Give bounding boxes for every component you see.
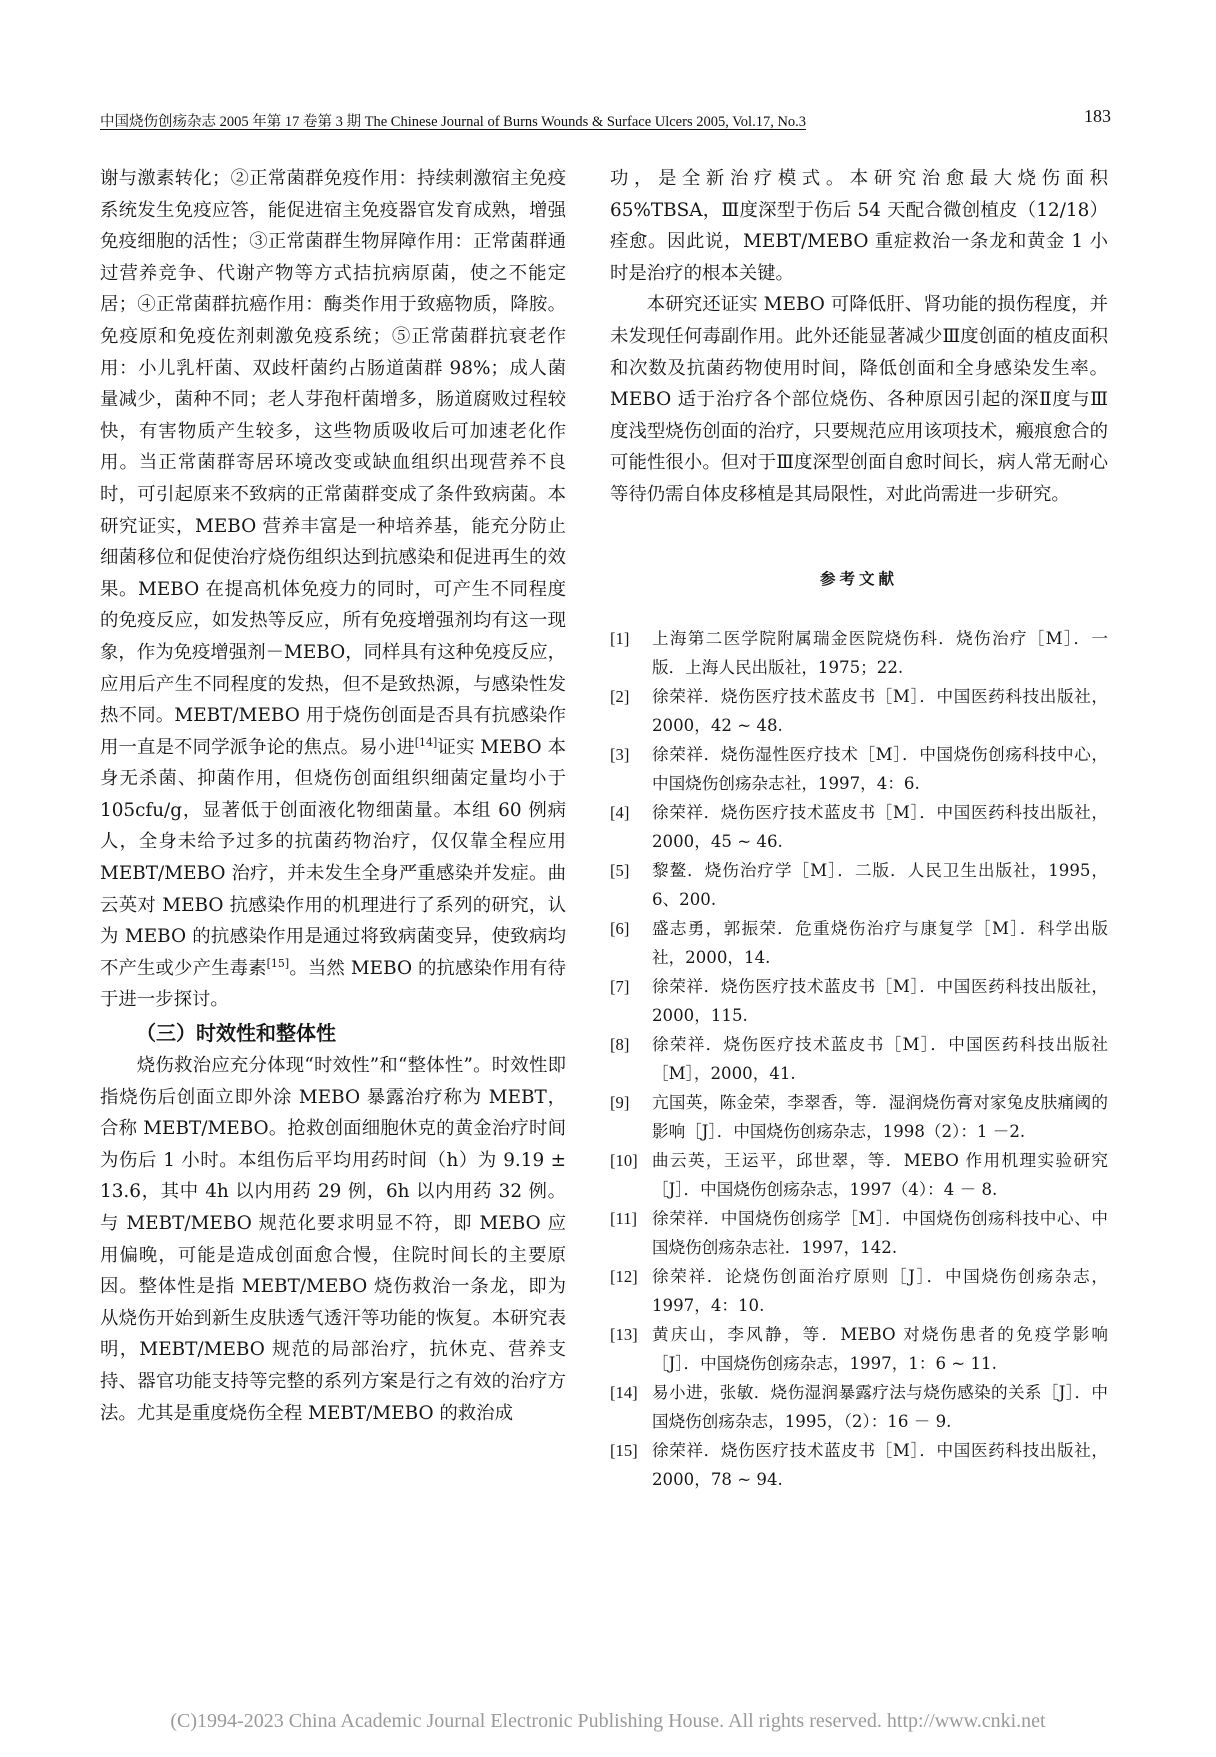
reference-item bbox=[610, 1320, 1108, 1378]
reference-text: 徐荣祥．论烧伤创面治疗原则［J］．中国烧伤创疡杂志，1997，4：10. bbox=[652, 1267, 1108, 1316]
citation-marker: [14] bbox=[414, 735, 438, 749]
reference-number: [1] bbox=[610, 629, 630, 649]
reference-number: [4] bbox=[610, 803, 630, 823]
reference-text: 徐荣祥．烧伤湿性医疗技术［M］．中国烧伤创疡科技中心，中国烧伤创疡杂志社，1997，4：6. bbox=[652, 745, 1108, 794]
reference-item bbox=[610, 740, 1108, 798]
reference-number: [2] bbox=[610, 687, 630, 707]
body-paragraph: 本研究还证实 MEBO 可降低肝、肾功能的损伤程度，并未发现任何毒副作用。此外还能显著减少Ⅲ度创面的植皮面积和次数及抗菌药物使用时间，降低创面和全身感染发生率。MEBO 适于治疗各个部位烧伤、各种原因引起的深Ⅱ度与Ⅲ度浅型烧伤创面的治疗，只要规范应用该项技术，瘢痕愈合的可能性很小。但对于Ⅲ度深型创面自愈时间长，病人常无耐心等待仍需自体皮移植是其局限性，对此尚需进一步研究。 bbox=[610, 294, 1108, 505]
body-paragraph bbox=[100, 163, 566, 1016]
body-text: 。当然 MEBO 的抗感染作用有待于进一步探讨。 bbox=[100, 957, 566, 1011]
reference-number: [9] bbox=[610, 1093, 630, 1113]
reference-item bbox=[610, 1088, 1108, 1146]
reference-text: 黄庆山，李风静，等．MEBO 对烧伤患者的免疫学影响［J］．中国烧伤创疡杂志，1997，1：6 ~ 11. bbox=[652, 1325, 1108, 1374]
reference-number: [6] bbox=[610, 919, 630, 939]
reference-number: [8] bbox=[610, 1035, 630, 1055]
page-number: 183 bbox=[1084, 106, 1111, 126]
reference-number: [7] bbox=[610, 977, 630, 997]
reference-text: 徐荣祥．烧伤医疗技术蓝皮书［M］．中国医药科技出版社，2000，45 ~ 46. bbox=[652, 803, 1108, 852]
body-text: 证实 MEBO 本身无杀菌、抑菌作用，但烧伤创面组织细菌定量均小于 105cfu/g，显著低于创面液化物细菌量。本组 60 例病人，全身未给予过多的抗菌药物治疗，仅仅靠全程应用 MEBT/MEBO 治疗，并未发生全身严重感染并发症。曲云英对 MEBO 抗感染作用的机理进行了系列的研究，认为 MEBO 的抗感染作用是通过将致病菌变异，使致病均不产生或少产生毒素 bbox=[100, 736, 566, 979]
reference-item bbox=[610, 624, 1108, 682]
reference-number: [3] bbox=[610, 745, 630, 765]
reference-item bbox=[610, 1262, 1108, 1320]
reference-text: 徐荣祥．中国烧伤创疡学［M］．中国烧伤创疡科技中心、中国烧伤创疡杂志社．1997，142. bbox=[652, 1209, 1108, 1258]
reference-item bbox=[610, 682, 1108, 740]
references-title: 参考文献 bbox=[819, 568, 898, 588]
reference-number: [13] bbox=[610, 1325, 638, 1345]
body-paragraph: 功，是全新治疗模式。本研究治愈最大烧伤面积 65%TBSA，Ⅲ度深型于伤后 54 天配合微创植皮（12/18）痊愈。因此说，MEBT/MEBO 重症救治一条龙和黄金 1 小时是治疗的根本关键。 bbox=[610, 168, 1108, 284]
reference-number: [5] bbox=[610, 861, 630, 881]
reference-text: 盛志勇，郭振荣．危重烧伤治疗与康复学［M］．科学出版社，2000，14. bbox=[652, 919, 1108, 968]
reference-number: [10] bbox=[610, 1151, 638, 1171]
reference-item bbox=[610, 1146, 1108, 1204]
reference-item bbox=[610, 972, 1108, 1030]
reference-text: 徐荣祥．烧伤医疗技术蓝皮书［M］．中国医药科技出版社，2000，115. bbox=[652, 977, 1108, 1026]
reference-text: 易小进，张敏．烧伤湿润暴露疗法与烧伤感染的关系［J］．中国烧伤创疡杂志，1995，（2）：16 － 9. bbox=[652, 1383, 1108, 1432]
reference-text: 徐荣祥．烧伤医疗技术蓝皮书［M］．中国医药科技出版社，2000，42 ~ 48. bbox=[652, 687, 1108, 736]
reference-list bbox=[610, 624, 1108, 1494]
journal-title: 中国烧伤创疡杂志 2005 年第 17 卷第 3 期 The Chinese Journal of Burns Wounds & Surface Ulcers 2005, Vol.17, No.3 bbox=[100, 114, 807, 130]
reference-text: 亢国英，陈金荣，李翠香，等．湿润烧伤膏对家兔皮肤痛阈的影响［J］．中国烧伤创疡杂志，1998（2）：1 －2. bbox=[652, 1093, 1108, 1142]
copyright-footer: (C)1994-2023 China Academic Journal Electronic Publishing House. All rights reserved. http://www.cnki.net bbox=[170, 1710, 1046, 1732]
running-header bbox=[100, 106, 1111, 131]
reference-number: [15] bbox=[610, 1441, 638, 1461]
reference-text: 徐荣祥．烧伤医疗技术蓝皮书［M］．中国医药科技出版社，2000，78 ~ 94. bbox=[652, 1441, 1108, 1490]
reference-item bbox=[610, 1378, 1108, 1436]
right-column bbox=[610, 163, 1108, 1494]
reference-text: 徐荣祥．烧伤医疗技术蓝皮书［M］．中国医药科技出版社［M］，2000，41. bbox=[652, 1035, 1108, 1084]
body-paragraph: 烧伤救治应充分体现“时效性”和“整体性”。时效性即指烧伤后创面立即外涂 MEBO 暴露治疗称为 MEBT，合称 MEBT/MEBO。抢救创面细胞休克的黄金治疗时间为伤后 1 小时。本组伤后平均用药时间（h）为 9.19 ± 13.6，其中 4h 以内用药 29 例，6h 以内用药 32 例。与 MEBT/MEBO 规范化要求明显不符，即 MEBO 应用偏晚，可能是造成创面愈合慢，住院时间长的主要原因。整体性是指 MEBT/MEBO 烧伤救治一条龙，即为从烧伤开始到新生皮肤透气透汗等功能的恢复。本研究表明，MEBT/MEBO 规范的局部治疗，抗休克、营养支持、器官功能支持等完整的系列方案是行之有效的治疗方法。尤其是重度烧伤全程 MEBT/MEBO 的救治成 bbox=[100, 1055, 566, 1424]
reference-item bbox=[610, 914, 1108, 972]
reference-number: [14] bbox=[610, 1383, 638, 1403]
reference-item bbox=[610, 1204, 1108, 1262]
reference-text: 黎鳌．烧伤治疗学［M］．二版．人民卫生出版社，1995，6、200. bbox=[652, 861, 1108, 910]
reference-text: 上海第二医学院附属瑞金医院烧伤科．烧伤治疗［M］．一版．上海人民出版社，1975；22. bbox=[652, 629, 1108, 678]
reference-item bbox=[610, 798, 1108, 856]
body-text: 谢与激素转化；②正常菌群免疫作用：持续刺激宿主免疫系统发生免疫应答，能促进宿主免疫器官发育成熟，增强免疫细胞的活性；③正常菌群生物屏障作用：正常菌群通过营养竞争、代谢产物等方式拮抗病原菌，使之不能定居；④正常菌群抗癌作用：酶类作用于致癌物质，降胺。免疫原和免疫佐剂刺激免疫系统；⑤正常菌群抗衰老作用：小儿乳杆菌、双歧杆菌约占肠道菌群 98%；成人菌量减少，菌种不同；老人芽孢杆菌增多，肠道腐败过程较快，有害物质产生较多，这些物质吸收后可加速老化作用。当正常菌群寄居环境改变或缺血组织出现营养不良时，可引起原来不致病的正常菌群变成了条件致病菌。本研究证实，MEBO 营养丰富是一种培养基，能充分防止细菌移位和促使治疗烧伤组织达到抗感染和促进再生的效果。MEBO 在提高机体免疫力的同时，可产生不同程度的免疫反应，如发热等反应，所有免疫增强剂均有这一现象，作为免疫增强剂－MEBO，同样具有这种免疫反应，应用后产生不同程度的发热，但不是致热源，与感染性发热不同。MEBT/MEBO 用于烧伤创面是否具有抗感染作用一直是不同学派争论的焦点。易小进 bbox=[100, 168, 566, 758]
reference-item bbox=[610, 856, 1108, 914]
reference-item bbox=[610, 1436, 1108, 1494]
citation-marker: [15] bbox=[266, 956, 290, 970]
reference-text: 曲云英，王运平，邱世翠，等．MEBO 作用机理实验研究［J］．中国烧伤创疡杂志，1997（4）：4 － 8. bbox=[652, 1151, 1108, 1200]
section-heading: （三）时效性和整体性 bbox=[136, 1021, 336, 1046]
reference-number: [12] bbox=[610, 1267, 638, 1287]
left-column bbox=[100, 163, 566, 1429]
reference-number: [11] bbox=[610, 1209, 638, 1229]
reference-item bbox=[610, 1030, 1108, 1088]
